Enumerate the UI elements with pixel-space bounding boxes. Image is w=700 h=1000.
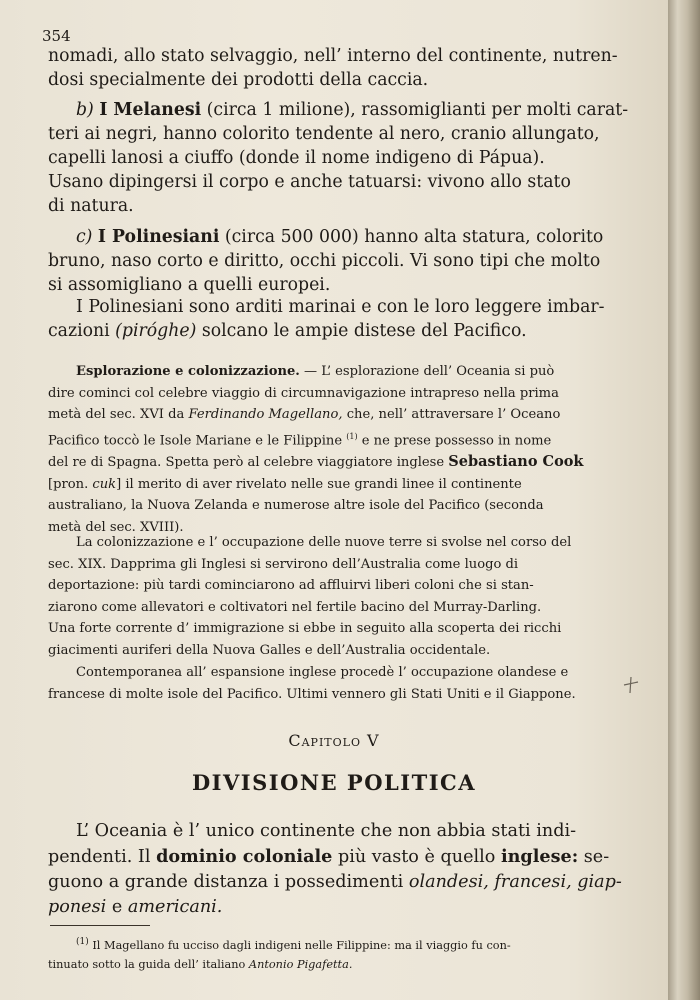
section-heading: Esplorazione e colonizzazione. xyxy=(76,364,300,379)
text-run: metà del sec. XVI da xyxy=(48,407,189,422)
footnote-ref: (1) xyxy=(346,431,358,441)
text-run: (circa 500 000) hanno alta statura, colorito xyxy=(219,227,604,247)
text-line: francese di molte isole del Pacifico. Ultimi vennero gli Stati Uniti e il Giappone. xyxy=(48,686,576,702)
text-line: I Polinesiani sono arditi marinai e con le loro leggere imbar- xyxy=(76,297,605,317)
text-line: sec. XIX. Dapprima gli Inglesi si servirono dell’Australia come luogo di xyxy=(48,556,519,572)
text-line: ziarono come allevatori e coltivatori nel fertile bacino del Murray-Darling. xyxy=(48,599,542,615)
item-marker: b) xyxy=(76,100,94,120)
text-run: cazioni xyxy=(48,321,116,341)
text-line: di natura. xyxy=(48,196,134,216)
text-run: [pron. xyxy=(48,476,93,492)
paragraph-sailors xyxy=(48,295,612,343)
italic-term: olandesi, francesi, giap- xyxy=(408,872,622,892)
text-line: Usano dipingersi il corpo e anche tatuarsi: vivono allo stato xyxy=(48,172,571,192)
text-run: Il Magellano fu ucciso dagli indigeni nelle Filippine: ma il viaggio fu con- xyxy=(88,938,511,952)
bold-term: inglese: xyxy=(500,846,579,867)
footnote-divider xyxy=(50,925,150,926)
paragraph-nomads xyxy=(48,44,618,92)
text-run: se- xyxy=(578,847,610,867)
text-run: solcano le ampie distese del Pacifico. xyxy=(196,321,527,341)
text-run: e ne prese possesso in nome xyxy=(357,432,552,448)
chapter-label: Capitolo V xyxy=(288,731,380,750)
text-line: metà del sec. XVIII). xyxy=(48,519,184,535)
text-line: dosi specialmente dei prodotti della caccia. xyxy=(48,70,429,90)
italic-term: americani. xyxy=(127,897,223,917)
text-line: teri ai negri, hanno colorito tendente al nero, cranio allungato, xyxy=(48,124,600,144)
text-run: del re di Spagna. Spetta però al celebre viaggiatore inglese xyxy=(48,455,449,471)
person-name: Ferdinando Magellano, xyxy=(188,407,343,422)
text-line: giacimenti auriferi della Nuova Galles e dell’Australia occidentale. xyxy=(48,642,491,658)
text-run: guono a grande distanza i possedimenti xyxy=(48,872,409,892)
person-name: Sebastiano Cook xyxy=(448,453,584,471)
section-title: DIVISIONE POLITICA xyxy=(191,770,477,795)
paragraph-colonization xyxy=(48,532,614,661)
footnote-marker: (1) xyxy=(76,937,89,947)
text-line: deportazione: più tardi cominciarono ad affluirvi liberi coloni che si stan- xyxy=(48,578,534,593)
paragraph-polynesians xyxy=(48,225,612,297)
text-line: si assomigliano a quelli europei. xyxy=(48,275,331,295)
text-run: e xyxy=(106,897,128,917)
pencil-mark-icon xyxy=(622,676,640,694)
paragraph-exploration xyxy=(48,361,614,538)
bold-term: I Polinesiani xyxy=(97,227,220,247)
text-run: tinuato sotto la guida dell’ italiano xyxy=(48,957,249,971)
text-line: nomadi, allo stato selvaggio, nell’ interno del continente, nutren- xyxy=(48,46,618,66)
page-edge xyxy=(668,0,700,1000)
text-line: La colonizzazione e l’ occupazione delle nuove terre si svolse nel corso del xyxy=(76,535,572,550)
text-line: Una forte corrente d’ immigrazione si ebbe in seguito alla scoperta dei ricchi xyxy=(48,621,562,636)
text-run: che, nell’ attraversare l’ Oceano xyxy=(342,407,561,422)
text-run: Pacifico toccò le Isole Mariane e le Filippine xyxy=(48,432,347,448)
text-run: più vasto è quello xyxy=(332,847,501,867)
paragraph-melanesians xyxy=(48,98,629,218)
text-line: bruno, naso corto e diritto, occhi piccoli. Vi sono tipi che molto xyxy=(48,251,601,271)
text-run: ] il merito di aver rivelato nelle sue grandi linee il continente xyxy=(116,476,522,492)
person-name: Antonio Pigafetta. xyxy=(248,957,353,971)
text-run: — L’ esplorazione dell’ Oceania si può xyxy=(299,364,555,379)
text-run: (circa 1 milione), rassomiglianti per molti carat- xyxy=(201,100,629,120)
pronunciation: cuk xyxy=(92,476,117,492)
paragraph-contemporary xyxy=(48,662,614,705)
bold-term: I Melanesi xyxy=(99,100,202,120)
text-line: australiano, la Nuova Zelanda e numerose altre isole del Pacifico (seconda xyxy=(48,498,544,514)
footnote xyxy=(48,933,618,974)
italic-term: ponesi xyxy=(48,897,107,917)
text-line: Contemporanea all’ espansione inglese procedè l’ occupazione olandese e xyxy=(76,665,569,680)
bold-term: dominio coloniale xyxy=(156,846,333,867)
text-line: capelli lanosi a ciuffo (donde il nome indigeno di Pápua). xyxy=(48,148,545,168)
page-number: 354 xyxy=(42,27,71,45)
text-line: dire cominci col celebre viaggio di circumnavigazione intrapreso nella prima xyxy=(48,385,559,401)
text-line: L’ Oceania è l’ unico continente che non abbia stati indi- xyxy=(76,821,577,841)
item-marker: c) xyxy=(76,227,93,247)
paragraph-political xyxy=(48,819,622,920)
text-run: pendenti. Il xyxy=(48,847,157,867)
italic-term: (piróghe) xyxy=(115,321,197,341)
